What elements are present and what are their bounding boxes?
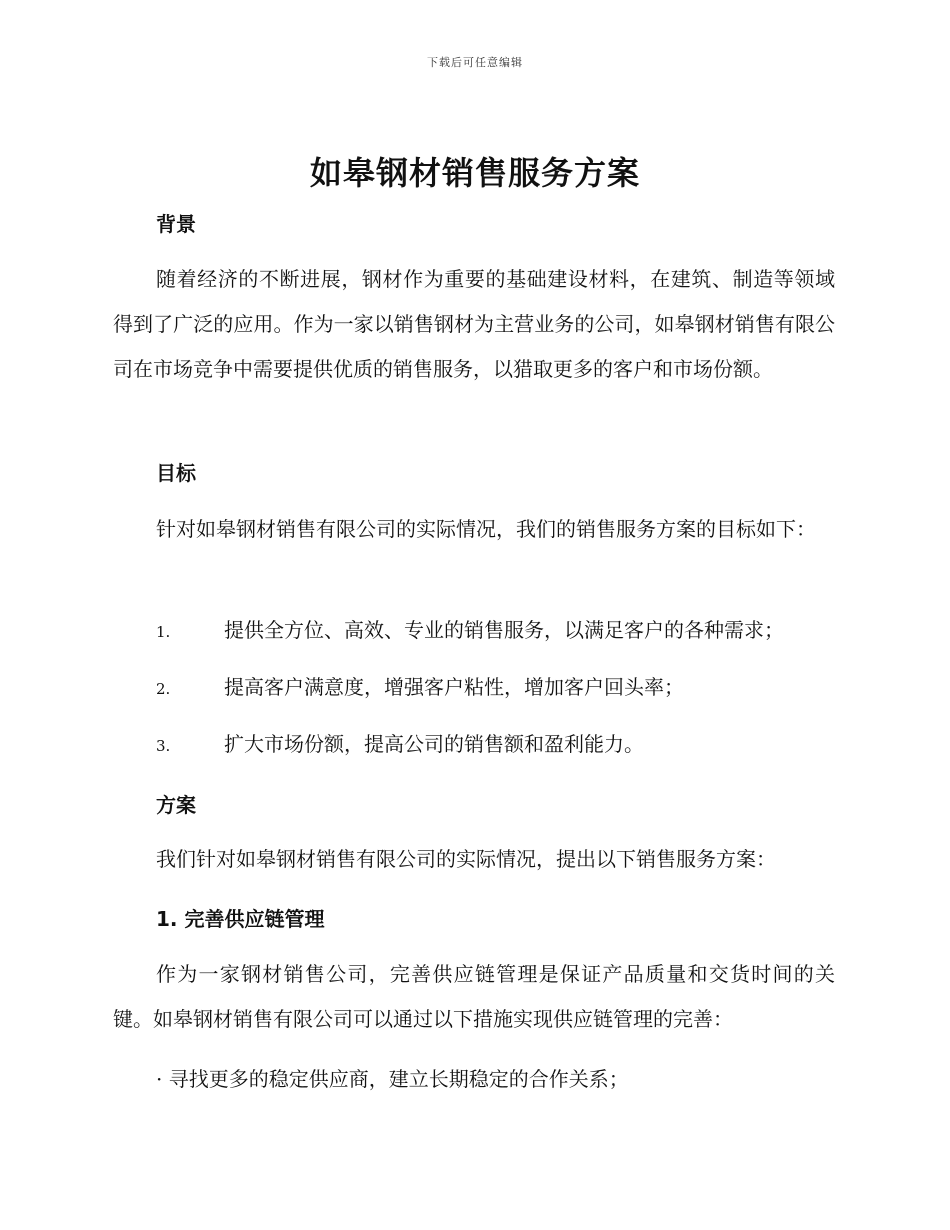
background-paragraph: 随着经济的不断进展，钢材作为重要的基础建设材料，在建筑、制造等领域得到了广泛的应用。作为一家以销售钢材为主营业务的公司，如皋钢材销售有限公司在市场竞争中需要提供优质的销售服务，以猎取更多的客户和市场份额。 — [113, 267, 835, 381]
goal-list-item — [156, 615, 856, 647]
list-text: 提高客户满意度，增强客户粘性，增加客户回头率； — [224, 675, 684, 699]
supply-chain-bullet: · 寻找更多的稳定供应商，建立长期稳定的合作关系； — [156, 1067, 629, 1091]
list-number: 3. — [156, 737, 171, 755]
section-heading-background: 背景 — [156, 212, 196, 236]
list-text: 提供全方位、高效、专业的销售服务，以满足客户的各种需求； — [224, 618, 784, 642]
document-title: 如皋钢材销售服务方案 — [309, 154, 640, 192]
goal-paragraph: 针对如皋钢材销售有限公司的实际情况，我们的销售服务方案的目标如下： — [156, 517, 816, 541]
subsection-heading-supply-chain: 1. 完善供应链管理 — [156, 907, 325, 931]
section-heading-goal: 目标 — [156, 461, 196, 485]
goal-list-item — [156, 672, 856, 704]
page-header-note: 下载后可任意编辑 — [427, 56, 523, 69]
goal-list-item — [156, 729, 856, 761]
list-number: 2. — [156, 680, 171, 698]
supply-chain-paragraph: 作为一家钢材销售公司，完善供应链管理是保证产品质量和交货时间的关键。如皋钢材销售有限公司可以通过以下措施实现供应链管理的完善： — [113, 962, 835, 1031]
section-heading-plan: 方案 — [156, 793, 196, 817]
plan-paragraph: 我们针对如皋钢材销售有限公司的实际情况，提出以下销售服务方案： — [156, 847, 776, 871]
list-text: 扩大市场份额，提高公司的销售额和盈利能力。 — [224, 732, 644, 756]
list-number: 1. — [156, 623, 171, 641]
